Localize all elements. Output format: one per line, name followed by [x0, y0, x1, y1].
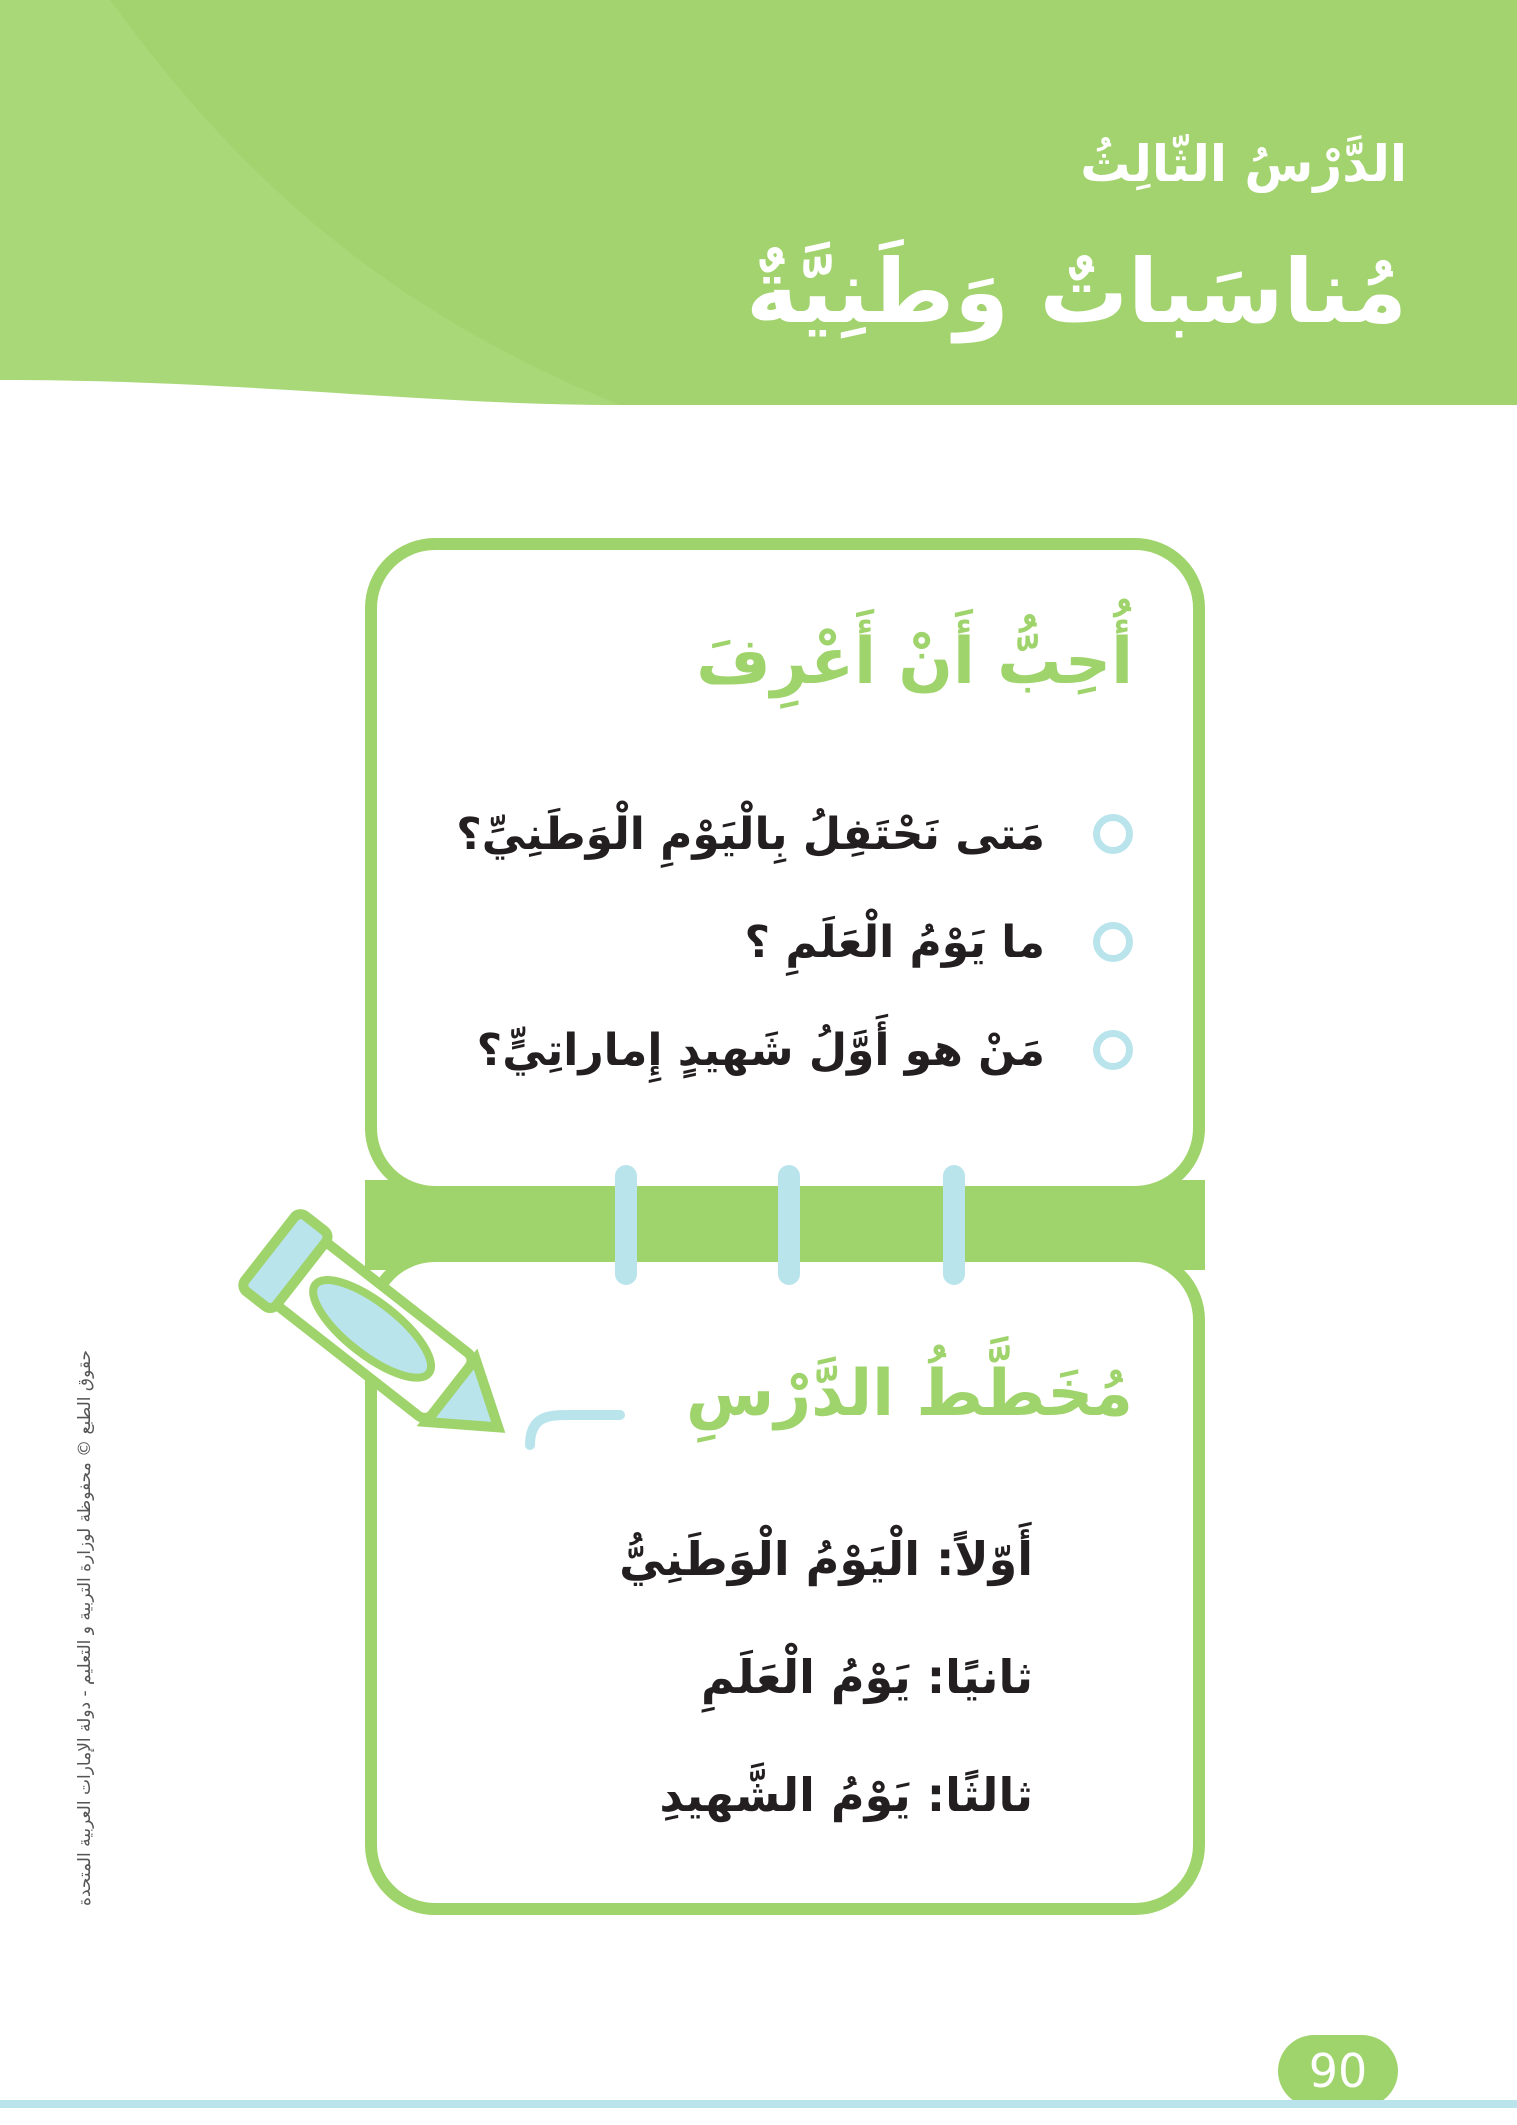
header-banner [0, 0, 1517, 420]
copyright-note: حقوق الطبع © محفوظة لوزارة التربية و التعليم - دولة الإمارات العربية المتحدة [75, 1350, 95, 1906]
lesson-plan-title: مُخَطَّطُ الدَّرْسِ [686, 1357, 1133, 1431]
lesson-label: الدَّرْسُ الثّالِثُ [1080, 135, 1407, 193]
circle-bullet-icon [1093, 814, 1133, 854]
crayon-icon [230, 1205, 650, 1505]
plan-list [619, 1532, 1033, 1886]
question-text: ما يَوْمُ الْعَلَمِ ؟ [744, 916, 1045, 968]
want-to-know-card [365, 538, 1205, 1198]
circle-bullet-icon [1093, 922, 1133, 962]
question-list [456, 780, 1133, 1104]
list-item [456, 780, 1133, 888]
plan-item: أَوّلاً: الْيَوْمُ الْوَطَنِيُّ [619, 1532, 1033, 1586]
circle-bullet-icon [1093, 1030, 1133, 1070]
list-item [456, 888, 1133, 996]
lesson-header [0, 0, 1517, 420]
plan-item: ثالثًا: يَوْمُ الشَّهيدِ [659, 1768, 1033, 1822]
plan-item: ثانيًا: يَوْمُ الْعَلَمِ [701, 1650, 1033, 1704]
question-text: مَتى نَحْتَفِلُ بِالْيَوْمِ الْوَطَنِيِّ؟ [456, 808, 1045, 860]
want-to-know-title: أُحِبُّ أَنْ أَعْرِفَ [696, 625, 1133, 699]
question-text: مَنْ هو أَوَّلُ شَهيدٍ إِماراتِيٍّ؟ [476, 1024, 1045, 1076]
lesson-title: مُناسَباتٌ وَطَنِيَّةٌ [746, 240, 1407, 343]
list-item [456, 996, 1133, 1104]
page-number: 90 [1278, 2035, 1398, 2107]
binder-ring [778, 1165, 800, 1285]
binder-ring [943, 1165, 965, 1285]
footer-divider [0, 2100, 1517, 2108]
